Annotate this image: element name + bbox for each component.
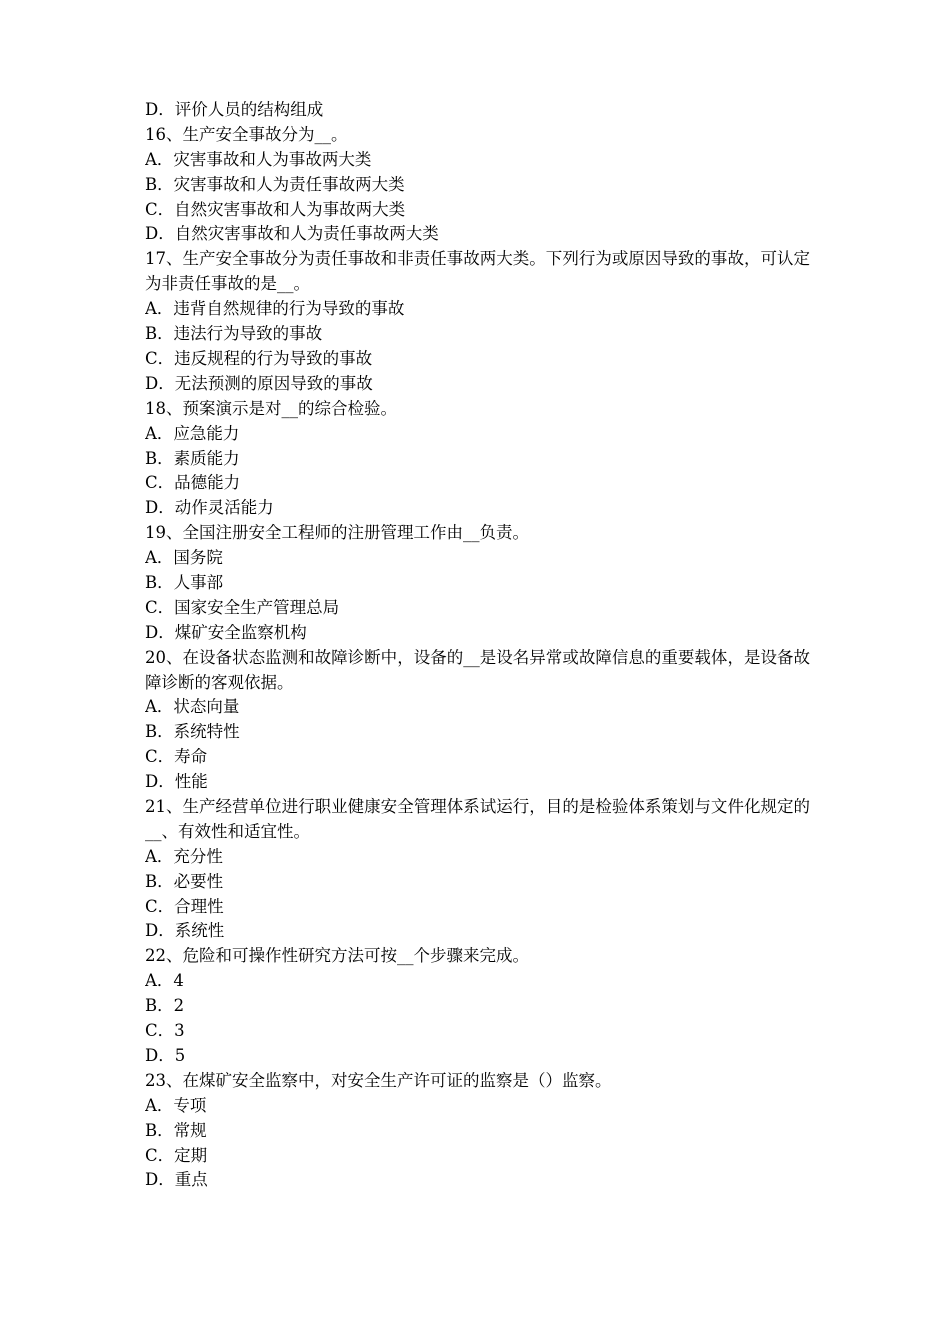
option-line: B．灾害事故和人为责任事故两大类 (145, 174, 405, 194)
option-line: C．违反规程的行为导致的事故 (145, 348, 373, 368)
question-line: 19、全国注册安全工程师的注册管理工作由__负责。 (145, 523, 529, 543)
option-line: B．人事部 (145, 572, 224, 592)
option-line: B．违法行为导致的事故 (145, 324, 323, 344)
option-line: A．专项 (145, 1095, 207, 1115)
document-page (145, 98, 810, 1193)
option-line: D．无法预测的原因导致的事故 (145, 373, 373, 393)
option-line: C．3 (145, 1021, 185, 1041)
option-line: A．违背自然规律的行为导致的事故 (145, 299, 405, 319)
question-line: 22、危险和可操作性研究方法可按__个步骤来完成。 (145, 946, 529, 966)
option-line: B．系统特性 (145, 722, 240, 742)
option-line: D．性能 (145, 772, 208, 792)
option-line: C．寿命 (145, 747, 208, 767)
question-line: 17、生产安全事故分为责任事故和非责任事故两大类。下列行为或原因导致的事故，可认定为非责任事故的是__。 (145, 249, 810, 294)
question-line: 23、在煤矿安全监察中，对安全生产许可证的监察是（）监察。 (145, 1070, 612, 1090)
option-line: D．系统性 (145, 921, 225, 941)
option-line: B．2 (145, 996, 185, 1016)
option-line: A．国务院 (145, 548, 223, 568)
question-line: 16、生产安全事故分为__。 (145, 124, 348, 144)
option-line: A．应急能力 (145, 423, 240, 443)
option-line: D．煤矿安全监察机构 (145, 622, 307, 642)
option-line: A．灾害事故和人为事故两大类 (145, 149, 372, 169)
question-line: 21、生产经营单位进行职业健康安全管理体系试运行，目的是检验体系策划与文件化规定的__、有效性和适宜性。 (145, 797, 810, 841)
option-line: C．国家安全生产管理总局 (145, 597, 340, 617)
option-line: B．必要性 (145, 871, 224, 891)
option-line: A．4 (145, 971, 184, 991)
option-line: A．状态向量 (145, 697, 240, 717)
option-line: C．自然灾害事故和人为事故两大类 (145, 199, 406, 219)
option-line: B．常规 (145, 1120, 207, 1140)
question-line: 20、在设备状态监测和故障诊断中，设备的__是设名异常或故障信息的重要载体，是设备故障诊断的客观依据。 (145, 647, 810, 692)
option-line: B．素质能力 (145, 448, 240, 468)
option-line: D．重点 (145, 1170, 208, 1190)
option-line: D．5 (145, 1045, 186, 1065)
option-line: C．合理性 (145, 896, 224, 916)
option-line: D．评价人员的结构组成 (145, 100, 324, 119)
option-line: D．动作灵活能力 (145, 498, 274, 518)
question-line: 18、预案演示是对__的综合检验。 (145, 398, 397, 418)
option-line: D．自然灾害事故和人为责任事故两大类 (145, 224, 439, 244)
option-line: C．品德能力 (145, 473, 241, 493)
option-line: A．充分性 (145, 846, 223, 866)
option-line: C．定期 (145, 1145, 208, 1165)
